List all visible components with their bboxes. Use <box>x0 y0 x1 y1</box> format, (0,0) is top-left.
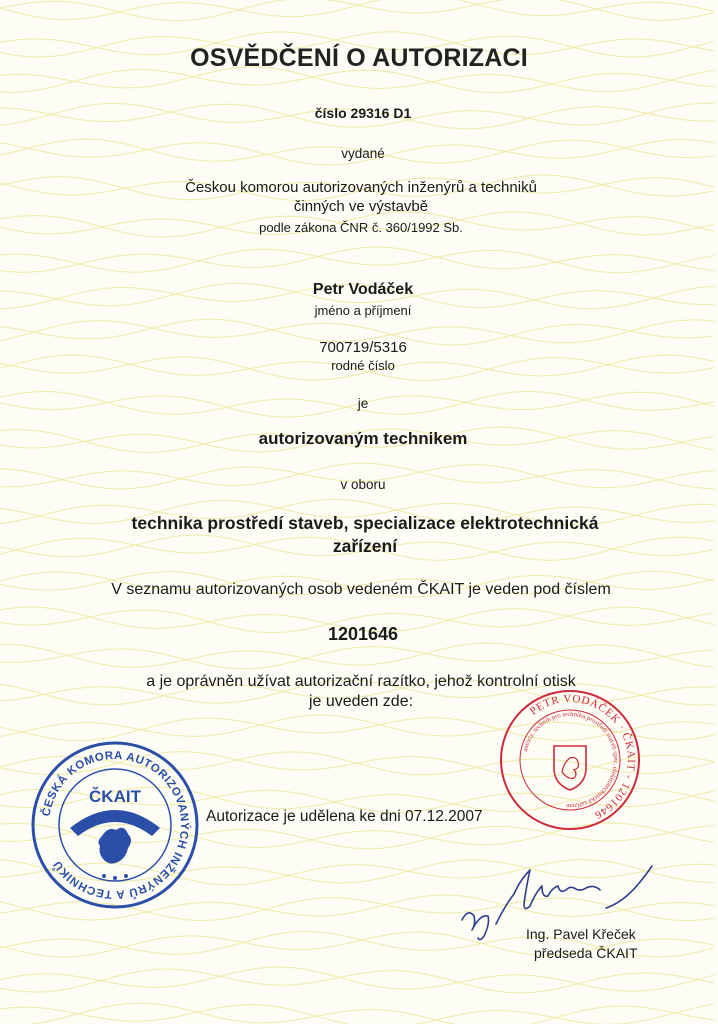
authorization-role: autorizovaným technikem <box>258 429 468 448</box>
law-reference: podle zákona ČNR č. 360/1992 Sb. <box>259 220 463 235</box>
birth-number-caption: rodné číslo <box>331 358 395 373</box>
field-line-2: zařízení <box>332 536 398 556</box>
stamp-statement-line-2: je uveden zde: <box>308 693 414 710</box>
is-label: je <box>357 396 369 411</box>
stamp-statement-line-1: a je oprávněn užívat autorizační razítko, jehož kontrolní otisk <box>146 673 576 690</box>
issuer-line-1: Českou komorou autorizovaných inženýrů a techniků <box>185 179 537 196</box>
field-line-1: technika prostředí staveb, specializace elektrotechnická <box>131 513 599 533</box>
svg-text:autoriz. technik pro techniku <box>522 711 619 809</box>
president-signature-icon <box>456 862 686 942</box>
authorization-red-stamp-icon <box>498 688 642 832</box>
holder-name-caption: jméno a příjmení <box>314 303 412 318</box>
signer-role: předseda ČKAIT <box>534 945 638 961</box>
blue-seal-center-text: ČKAIT <box>89 787 141 806</box>
issuer-line-2: činných ve výstavbě <box>293 198 429 215</box>
red-stamp-inner-text: autoriz. technik pro techniku prostředí staveb spec. elektrotechnická zařízení <box>521 710 620 810</box>
registry-statement: V seznamu autorizovaných osob vedeném ČKAIT je veden pod číslem <box>111 581 611 598</box>
ckait-blue-seal-icon <box>30 740 200 910</box>
certificate-title: OSVĚDČENÍ O AUTORIZACI <box>190 44 528 72</box>
red-stamp-ring-text: PETR VODÁČEK · ČKAIT - 1201646 <box>527 692 638 822</box>
certificate-number: číslo 29316 D1 <box>314 105 412 121</box>
birth-number: 700719/5316 <box>319 339 407 356</box>
field-caption: v oboru <box>340 477 386 492</box>
holder-name: Petr Vodáček <box>312 281 414 298</box>
authorization-date: Autorizace je udělena ke dni 07.12.2007 <box>206 808 483 825</box>
registry-number: 1201646 <box>327 624 399 644</box>
blue-seal-ring-text: ČESKÁ KOMORA AUTORIZOVANÝCH INŽENÝRŮ A TECHNIKŮ <box>40 749 191 901</box>
signer-name: Ing. Pavel Křeček <box>526 926 636 942</box>
issued-label: vydané <box>341 146 385 161</box>
